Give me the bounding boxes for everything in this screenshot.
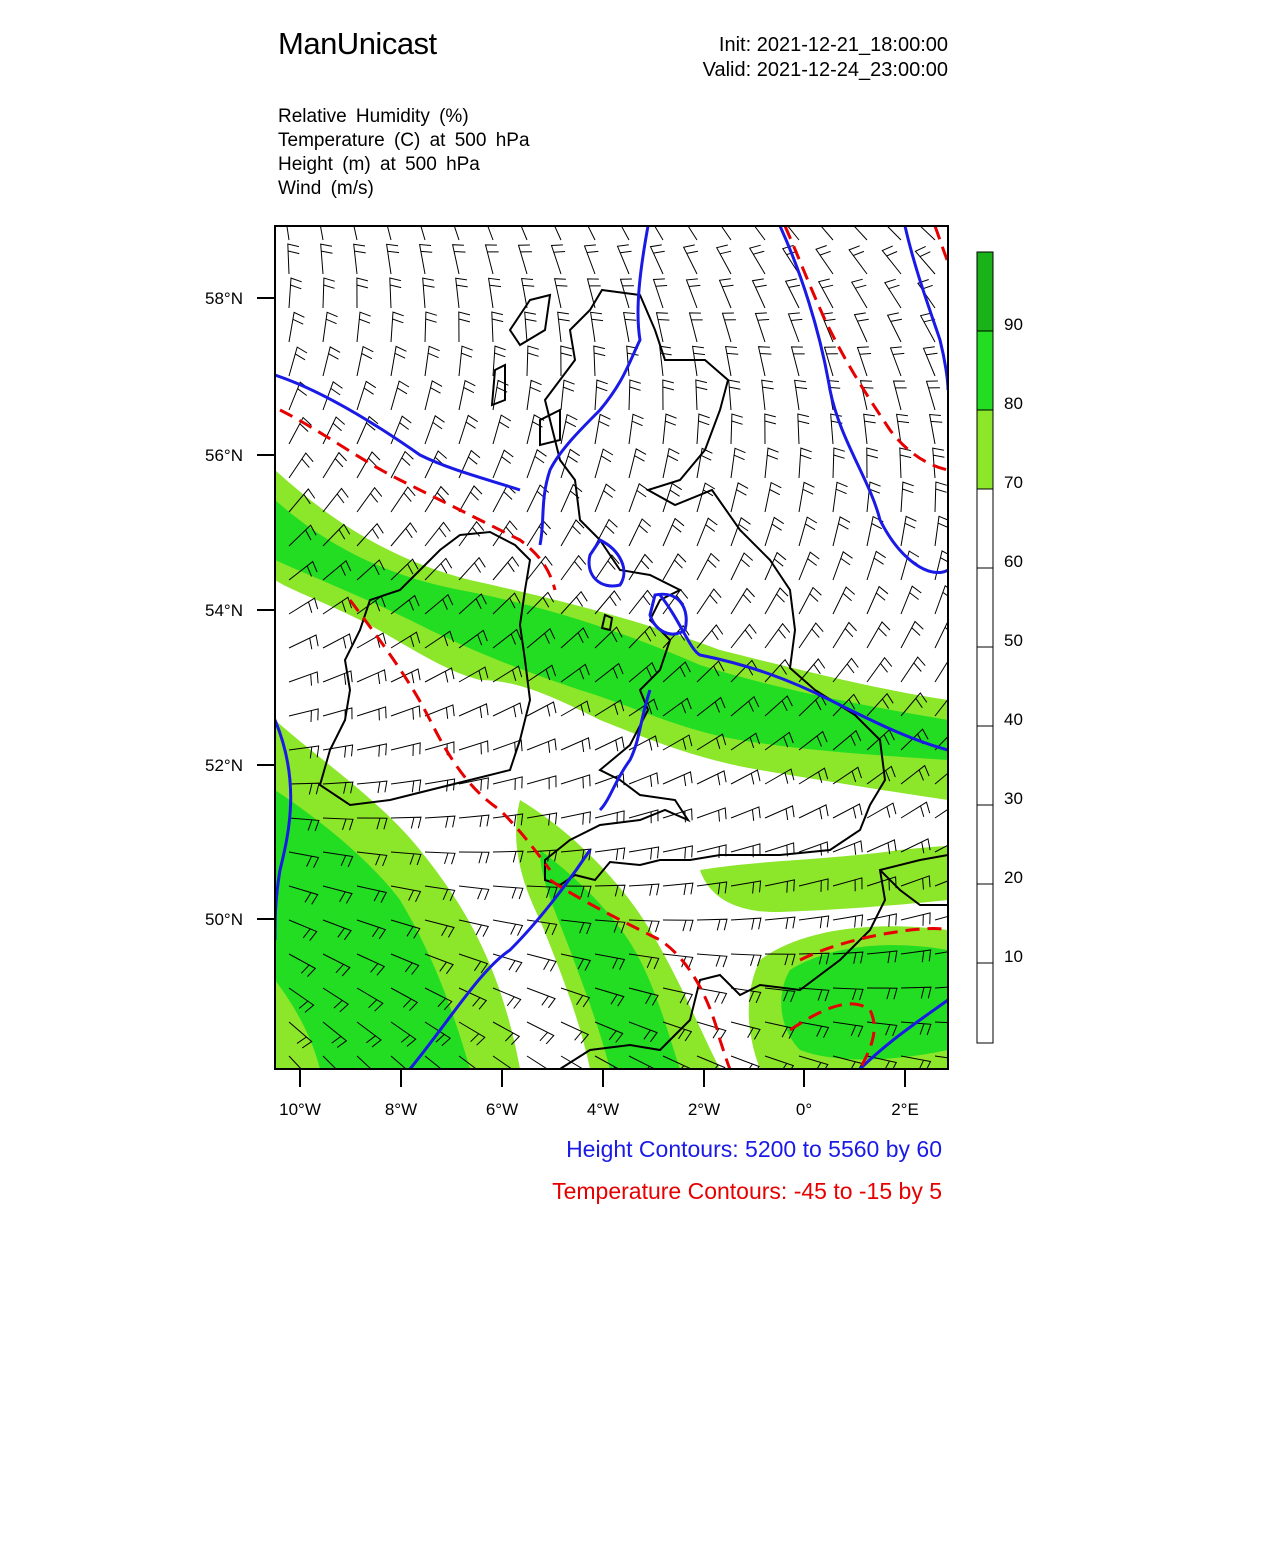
colorbar-label: 30 <box>1004 789 1023 808</box>
wind-barb <box>867 622 890 648</box>
humidity-shading <box>275 470 948 1069</box>
wind-barb <box>833 482 848 512</box>
temperature-contours-note: Temperature Contours: -45 to -15 by 5 <box>552 1178 942 1204</box>
wind-barb <box>456 278 468 308</box>
wind-barb <box>901 913 930 926</box>
colorbar-bin-60-70 <box>977 489 993 568</box>
wind-barb <box>720 279 734 308</box>
wind-barb <box>585 245 599 274</box>
wind-barb <box>391 780 421 792</box>
wind-barb <box>493 415 511 444</box>
wind-barb <box>527 1056 552 1080</box>
wind-barb <box>489 278 501 308</box>
colorbar-label: 90 <box>1004 315 1023 334</box>
wind-barb <box>852 279 867 308</box>
colorbar <box>977 252 993 1043</box>
wind-barb <box>459 346 473 376</box>
wind-barb <box>629 773 658 787</box>
wind-barb <box>425 416 445 444</box>
wind-barb <box>663 414 677 444</box>
wind-barb <box>357 452 380 478</box>
wind-barb <box>459 558 485 580</box>
wind-barb <box>425 522 450 546</box>
lon-tick-label: 4°W <box>586 1100 620 1119</box>
wind-barb <box>799 552 819 580</box>
wind-barb <box>891 347 905 376</box>
wind-barb <box>816 246 833 275</box>
wind-barb <box>833 552 853 580</box>
wind-barb <box>323 417 345 444</box>
wind-barb <box>357 381 376 410</box>
lat-tick-label: 56°N <box>205 446 243 465</box>
wind-barb <box>391 381 409 410</box>
wind-barb <box>833 915 863 928</box>
wind-barb <box>864 414 876 444</box>
wind-barb <box>726 347 739 377</box>
wind-barb <box>663 449 679 478</box>
wind-barb <box>289 453 313 478</box>
wind-barb <box>786 279 800 308</box>
lon-tick-label: 6°W <box>485 1100 519 1119</box>
wind-barb <box>663 483 682 512</box>
wind-barb <box>901 516 916 546</box>
wind-barb <box>833 623 857 649</box>
colorbar-label: 80 <box>1004 394 1023 413</box>
wind-barb <box>867 914 896 927</box>
wind-barb <box>561 812 590 825</box>
wind-barb <box>629 555 653 581</box>
wind-barb <box>354 244 366 274</box>
colorbar-bin-70-80 <box>977 410 993 489</box>
wind-barb <box>663 772 692 786</box>
wind-barb <box>390 278 401 308</box>
wind-barb <box>561 380 575 410</box>
wind-barb <box>595 414 610 444</box>
wind-barb <box>493 521 517 546</box>
wind-barb <box>731 807 760 821</box>
wind-barb <box>288 244 299 274</box>
wind-barb <box>595 591 621 614</box>
wind-barb <box>819 279 833 308</box>
wind-barb <box>867 658 892 682</box>
wind-barb <box>627 346 639 376</box>
wind-barb <box>882 246 901 274</box>
wind-barb <box>697 554 719 581</box>
wind-barb <box>697 919 727 930</box>
wind-barb <box>795 380 807 410</box>
wind-barb <box>493 777 522 790</box>
wind-barb <box>731 553 753 580</box>
wind-barb <box>765 517 784 546</box>
wind-barb <box>493 703 522 717</box>
wind-barb <box>493 886 523 899</box>
wind-barb <box>927 381 940 410</box>
wind-barb <box>459 486 482 512</box>
wind-barb <box>901 482 914 512</box>
wind-barb <box>935 912 964 925</box>
wind-barb <box>493 920 523 936</box>
wind-barb <box>750 245 765 274</box>
lat-tick-label: 54°N <box>205 601 243 620</box>
wind-barb <box>731 589 755 615</box>
wind-barb <box>555 279 568 308</box>
lat-tick-label: 58°N <box>205 289 243 308</box>
wind-barb <box>527 1022 554 1044</box>
wind-barb <box>561 556 586 580</box>
wind-barb <box>935 657 959 683</box>
wind-barb <box>901 622 923 649</box>
wind-barb <box>765 624 790 648</box>
wind-barb <box>357 781 387 793</box>
wind-barb <box>527 776 556 789</box>
wind-barb <box>423 278 435 308</box>
wind-barb <box>459 704 488 718</box>
wind-barb <box>552 245 566 274</box>
wind-barb <box>901 586 921 614</box>
wind-barb <box>425 346 440 376</box>
wind-barb <box>731 624 756 648</box>
wind-barb <box>867 803 896 818</box>
wind-barb <box>833 448 845 478</box>
colorbar-label: 60 <box>1004 552 1023 571</box>
wind-barb <box>289 278 302 308</box>
wind-barb <box>391 416 411 444</box>
wind-barb <box>729 380 741 410</box>
wind-barb <box>935 801 964 818</box>
wind-barb <box>527 988 555 1008</box>
wind-barb <box>697 414 710 444</box>
wind-barb <box>799 517 817 546</box>
wind-barb <box>493 557 519 580</box>
wind-barb <box>595 484 615 512</box>
wind-barb <box>693 346 705 376</box>
wind-barb <box>933 448 945 478</box>
wind-barb <box>663 846 692 859</box>
wind-barb <box>697 808 726 822</box>
wind-barb <box>765 806 794 820</box>
wind-barb <box>629 414 644 444</box>
wind-barb <box>731 770 760 784</box>
colorbar-bin-80-90 <box>977 331 993 410</box>
wind-barb <box>425 381 442 410</box>
colorbar-bin-20-30 <box>977 805 993 884</box>
wind-barb <box>527 702 556 716</box>
wind-barb <box>756 313 770 342</box>
wind-barb <box>697 988 727 1004</box>
wind-barb <box>357 744 386 757</box>
wind-barb <box>289 635 318 649</box>
wind-barb <box>654 279 668 308</box>
wind-barb <box>901 802 930 818</box>
wind-barb <box>391 523 417 546</box>
wind-barb <box>731 918 761 930</box>
wind-barb <box>323 488 348 512</box>
wind-barb <box>731 414 743 444</box>
wind-barb <box>833 804 862 818</box>
wind-barb <box>867 448 878 478</box>
wind-barb <box>930 415 943 445</box>
init-time: Init: 2021-12-21_18:00:00 <box>718 34 948 56</box>
wind-barb <box>323 347 340 376</box>
wind-barb <box>561 520 584 546</box>
wind-barb <box>391 706 420 720</box>
wind-barb <box>833 587 855 614</box>
wind-barb <box>357 347 373 376</box>
wind-barb <box>493 486 515 513</box>
wind-barb <box>765 414 776 444</box>
lon-tick-label: 2°W <box>687 1100 721 1119</box>
humidity-band-france-core <box>781 945 948 1059</box>
wind-barb <box>486 245 499 274</box>
field-label-relative-humidity: Relative Humidity (%) <box>278 106 469 127</box>
wind-barb <box>799 588 821 615</box>
wind-barb <box>493 954 522 972</box>
wind-barb <box>391 346 406 376</box>
colorbar-bin-30-40 <box>977 726 993 805</box>
colorbar-label: 20 <box>1004 868 1023 887</box>
wind-barb <box>765 917 795 929</box>
wind-barb <box>697 518 717 546</box>
wind-barb <box>561 775 590 789</box>
wind-barb <box>357 707 386 721</box>
wind-barb <box>321 244 333 274</box>
colorbar-bin-10-20 <box>977 884 993 963</box>
wind-barb <box>459 852 489 863</box>
colorbar-label: 70 <box>1004 473 1023 492</box>
temperature-contour-far-northeast <box>935 226 948 262</box>
wind-barb <box>595 449 613 478</box>
wind-barb <box>391 743 420 756</box>
wind-barb <box>697 954 727 967</box>
wind-barb <box>357 278 368 308</box>
wind-barb <box>924 347 938 376</box>
colorbar-bin-90-100 <box>977 252 993 331</box>
wind-barb <box>527 346 539 376</box>
wind-barb <box>527 380 542 410</box>
wind-barb <box>493 380 508 410</box>
height-contour-northeast <box>905 226 948 390</box>
app-title: ManUnicast <box>278 26 437 61</box>
wind-barb <box>684 245 698 274</box>
wind-barb <box>420 245 433 275</box>
wind-barb <box>595 555 619 580</box>
wind-barb <box>690 313 703 342</box>
wind-barb <box>849 246 867 274</box>
wind-barb <box>629 847 659 860</box>
wind-barb <box>357 488 382 512</box>
wind-barb <box>323 453 347 478</box>
wind-barb <box>591 312 603 342</box>
wind-barb <box>323 278 335 308</box>
colorbar-label: 50 <box>1004 631 1023 650</box>
wind-barb <box>753 279 767 308</box>
wind-barb <box>731 954 761 966</box>
lon-tick-label: 8°W <box>384 1100 418 1119</box>
wind-barb <box>618 245 632 274</box>
wind-barb <box>663 380 674 410</box>
wind-barb <box>858 347 872 376</box>
wind-barb <box>762 380 774 410</box>
latitude-axis <box>257 298 275 919</box>
wind-barb <box>731 1056 759 1076</box>
wind-barb <box>289 347 307 376</box>
wind-barb <box>459 741 488 755</box>
longitude-axis <box>300 1069 905 1087</box>
lon-tick-label: 10°W <box>279 1100 321 1119</box>
wind-barb <box>935 621 957 648</box>
wind-barb <box>629 884 659 896</box>
wind-barb <box>629 449 646 478</box>
wind-barb <box>935 482 947 512</box>
height-contour-north-sea <box>780 226 948 573</box>
wind-barb <box>663 883 693 895</box>
wind-barb <box>527 739 556 753</box>
wind-barb <box>519 245 532 274</box>
wind-barb <box>894 381 907 410</box>
wind-barb <box>833 517 850 546</box>
wind-barb <box>357 670 386 684</box>
wind-barb <box>425 816 455 828</box>
wind-barb <box>697 483 715 512</box>
wind-barb <box>459 312 470 342</box>
wind-barb <box>855 313 869 342</box>
wind-barb <box>723 313 736 342</box>
wind-barb <box>289 672 318 686</box>
wind-barb <box>759 347 772 376</box>
colorbar-label: 10 <box>1004 947 1023 966</box>
field-label-temperature: Temperature (C) at 500 hPa <box>278 130 530 151</box>
wind-barb <box>663 920 693 931</box>
wind-barb <box>888 313 902 342</box>
colorbar-bin-50-60 <box>977 568 993 647</box>
wind-barb <box>935 838 964 852</box>
wind-barb <box>391 487 415 512</box>
wind-barb <box>391 312 404 342</box>
wind-barb <box>799 805 828 819</box>
wind-barb <box>594 346 605 376</box>
lon-tick-label: 2°E <box>891 1100 919 1119</box>
wind-barb <box>527 954 556 971</box>
wind-barb <box>765 448 779 478</box>
field-label-height: Height (m) at 500 hPa <box>278 154 480 175</box>
coastline-great-britain <box>545 290 885 885</box>
lon-tick-label: 0° <box>795 1100 813 1119</box>
wind-barb <box>289 709 318 722</box>
wind-barb <box>459 886 489 900</box>
wind-barb <box>387 244 399 274</box>
wind-barb <box>799 448 812 478</box>
wind-barb <box>558 312 570 342</box>
wind-barb <box>799 623 823 648</box>
wind-barb <box>792 347 805 376</box>
lat-tick-label: 50°N <box>205 910 243 929</box>
wind-barb <box>789 313 803 342</box>
wind-barb <box>765 588 788 614</box>
wind-barb <box>459 815 489 827</box>
wind-barb <box>459 381 475 410</box>
wind-barb <box>935 551 952 580</box>
wind-barb <box>629 380 641 410</box>
colorbar-label: 40 <box>1004 710 1023 729</box>
wind-barb <box>323 634 352 648</box>
wind-barb <box>289 312 304 342</box>
wind-barb <box>425 668 454 682</box>
wind-barb <box>323 312 338 342</box>
wind-barb <box>900 448 911 478</box>
wind-barb <box>731 483 748 512</box>
wind-barb <box>867 551 886 580</box>
lat-tick-label: 52°N <box>205 756 243 775</box>
wind-barb <box>885 279 901 308</box>
wind-barb <box>492 312 503 342</box>
wind-barb <box>595 848 625 860</box>
height-contours-note: Height Contours: 5200 to 5560 by 60 <box>566 1136 942 1162</box>
wind-barb <box>731 448 746 478</box>
wind-barb <box>459 415 478 444</box>
field-label-wind: Wind (m/s) <box>278 178 374 199</box>
wind-barb <box>697 448 712 478</box>
wind-barb <box>629 519 651 546</box>
wind-barb <box>696 380 707 410</box>
wind-barb <box>527 450 547 478</box>
wind-barb <box>289 598 318 614</box>
height-contour-west <box>275 375 520 490</box>
valid-time: Valid: 2021-12-24_23:00:00 <box>702 59 948 81</box>
wind-barb <box>765 483 781 512</box>
wind-barb <box>697 771 726 785</box>
wind-barb <box>624 313 637 343</box>
wind-barb <box>425 312 437 342</box>
map-plot-area <box>275 210 965 1083</box>
wind-barb <box>629 484 649 512</box>
wind-barb <box>493 450 513 478</box>
wind-barb <box>697 589 721 614</box>
wind-barb <box>867 587 888 614</box>
wind-barb <box>765 553 786 580</box>
wind-barb <box>651 245 665 274</box>
wind-barb <box>391 452 413 479</box>
wind-barb <box>561 738 590 752</box>
colorbar-bin-0-10 <box>977 963 993 1043</box>
wind-barb <box>799 482 814 512</box>
wind-barb <box>595 737 624 751</box>
wind-barb <box>935 586 955 614</box>
wind-barb <box>833 841 862 855</box>
wind-barb <box>357 312 371 342</box>
wind-barb <box>527 521 551 547</box>
wind-barb <box>595 380 608 410</box>
wind-barb <box>561 415 577 444</box>
wind-barb <box>717 245 731 274</box>
wind-barb <box>663 519 684 546</box>
wind-barb <box>799 916 829 928</box>
wind-barb <box>453 245 466 274</box>
colorbar-bin-40-50 <box>977 647 993 726</box>
wind-barb <box>663 554 686 580</box>
wind-barb <box>901 657 925 682</box>
wind-barb <box>687 279 701 308</box>
wind-barb <box>798 414 809 444</box>
